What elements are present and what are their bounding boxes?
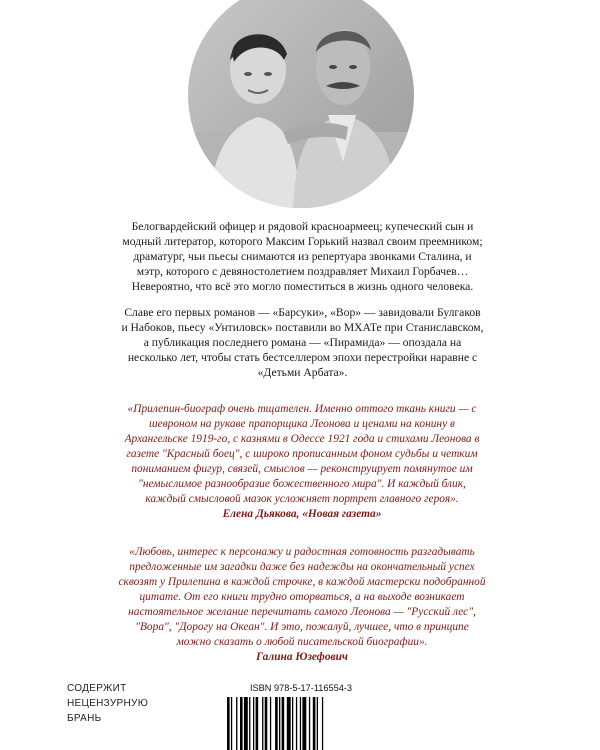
portrait-photo-icon: [188, 0, 414, 208]
review-quote-1-author: Елена Дьякова, «Новая газета»: [222, 508, 382, 520]
review-quote-1: [118, 402, 486, 522]
review-quote-1-text: «Прилепин-биограф очень тщателен. Именно оттого ткань книги — с шевроном на рукаве прапорщика Леонова и ценами на конину в Архангельске 1919-го, с казнями в Одессе 1921 года и стихами Леонова в газете "Красный боец", с широко прописанным фоном судьбы и четким пониманием фигур, связей, смыслов — реконструирует помянутое им "немыслимое разнообразие божественного мира". И каждый блик, каждый смысловой мазок усложняет портрет главного героя».: [124, 403, 480, 505]
isbn-block: [225, 683, 377, 750]
warning-line-2: НЕЦЕНЗУРНУЮ: [67, 698, 149, 709]
warning-line-3: БРАНЬ: [67, 713, 102, 724]
review-quote-2: [118, 545, 486, 665]
warning-line-1: СОДЕРЖИТ: [67, 683, 127, 694]
isbn-number: ISBN 978-5-17-116554-3: [250, 683, 352, 693]
cover-portrait-photo: [188, 0, 414, 208]
review-quote-2-author: Галина Юзефович: [256, 651, 348, 663]
intro-text: [120, 219, 485, 380]
profanity-warning-label: [67, 681, 197, 726]
review-quote-2-text: «Любовь, интерес к персонажу и радостная готовность разгадывать предложенные им загадки даже без надежды на окончательный успех сквозят у Прилепина в каждой строчке, в каждой мастерски подобранной цитате. От его книги трудно оторваться, а на выходе возникает настоятельное желание перечитать самого Леонова — "Русский лес", "Вора", "Дорогу на Океан". И это, пожалуй, лучшее, что в принципе можно сказать о любой писательской биографии».: [118, 546, 486, 648]
barcode-icon: [225, 697, 377, 750]
intro-paragraph-2: Славе его первых романов — «Барсуки», «Вор» — завидовали Булгаков и Набоков, пьесу «Унтиловск» поставили во МХАТе при Станиславском, а публикация последнего романа — «Пирамида» — опоздала на несколько лет, чтобы стать бестселлером эпохи перестройки наравне с «Детьми Арбата».: [121, 306, 484, 379]
intro-paragraph-1: Белогвардейский офицер и рядовой красноармеец; купеческий сын и модный литератор, которого Максим Горький назвал своим преемником; драматург, чьи пьесы снимаются из репертуара звонками Сталина, и мэтр, которого с девяностолетием поздравляет Михаил Горбачев… Невероятно, что всё это могло поместиться в жизнь одного человека.: [122, 220, 483, 293]
